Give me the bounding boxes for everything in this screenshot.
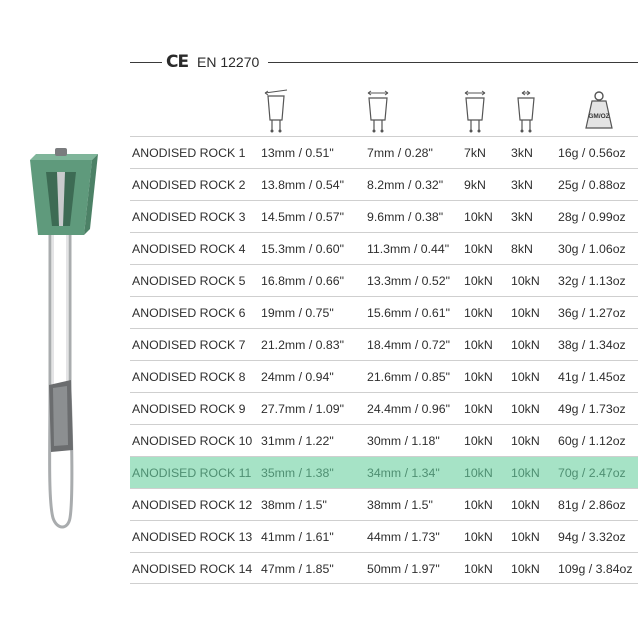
cert-rule-left [130,62,162,63]
depth-cell: 24mm / 0.94" [261,370,334,384]
weight-cell: 38g / 1.34oz [558,338,626,352]
strength-secondary-cell: 10kN [511,370,540,384]
strength-secondary-cell: 10kN [511,466,540,480]
strength-main-cell: 10kN [464,530,493,544]
depth-cell: 35mm / 1.38" [261,466,334,480]
weight-cell: 81g / 2.86oz [558,498,626,512]
table-row [130,360,638,392]
table-row [130,456,638,488]
depth-cell: 13.8mm / 0.54" [261,178,344,192]
strength-main-cell: 10kN [464,402,493,416]
width-cell: 21.6mm / 0.85" [367,370,450,384]
strength-main-cell: 10kN [464,306,493,320]
model-name-cell: ANODISED ROCK 3 [132,210,246,224]
table-row [130,200,638,232]
weight-cell: 28g / 0.99oz [558,210,626,224]
strength-main-cell: 7kN [464,146,486,160]
table-row [130,168,638,200]
depth-cell: 31mm / 1.22" [261,434,334,448]
depth-cell: 47mm / 1.85" [261,562,334,576]
strength-secondary-cell: 3kN [511,210,533,224]
depth-cell: 16.8mm / 0.66" [261,274,344,288]
strength-main-cell: 10kN [464,562,493,576]
strength-main-cell: 10kN [464,466,493,480]
depth-icon [262,88,290,136]
table-row [130,392,638,424]
depth-cell: 38mm / 1.5" [261,498,327,512]
strength-secondary-cell: 8kN [511,242,533,256]
table-row [130,552,638,584]
model-name-cell: ANODISED ROCK 10 [132,434,253,448]
model-name-cell: ANODISED ROCK 1 [132,146,246,160]
strength-main-cell: 9kN [464,178,486,192]
strength-secondary-cell: 10kN [511,498,540,512]
width-cell: 11.3mm / 0.44" [367,242,450,256]
weight-cell: 70g / 2.47oz [558,466,626,480]
width-icon [364,88,392,136]
strength-secondary-cell: 10kN [511,274,540,288]
model-name-cell: ANODISED ROCK 5 [132,274,246,288]
strength-secondary-cell: 10kN [511,530,540,544]
weight-cell: 36g / 1.27oz [558,306,626,320]
model-name-cell: ANODISED ROCK 2 [132,178,246,192]
svg-text:GM/OZ: GM/OZ [588,113,610,120]
weight-cell: 16g / 0.56oz [558,146,626,160]
table-row [130,328,638,360]
anodised-rock-nut-image [20,140,120,540]
model-name-cell: ANODISED ROCK 9 [132,402,246,416]
model-name-cell: ANODISED ROCK 8 [132,370,246,384]
strength-secondary-cell: 10kN [511,338,540,352]
width-cell: 34mm / 1.34" [367,466,440,480]
model-name-cell: ANODISED ROCK 13 [132,530,253,544]
model-name-cell: ANODISED ROCK 14 [132,562,253,576]
depth-cell: 27.7mm / 1.09" [261,402,344,416]
strength-secondary-cell: 10kN [511,562,540,576]
depth-cell: 41mm / 1.61" [261,530,334,544]
table-row [130,136,638,168]
depth-cell: 13mm / 0.51" [261,146,334,160]
strength-secondary-cell: 3kN [511,146,533,160]
width-cell: 9.6mm / 0.38" [367,210,444,224]
model-name-cell: ANODISED ROCK 12 [132,498,253,512]
depth-cell: 21.2mm / 0.83" [261,338,344,352]
weight-cell: 41g / 1.45oz [558,370,626,384]
depth-cell: 14.5mm / 0.57" [261,210,344,224]
strength-main-cell: 10kN [464,498,493,512]
depth-cell: 15.3mm / 0.60" [261,242,344,256]
model-name-cell: ANODISED ROCK 6 [132,306,246,320]
strength-secondary-icon [512,88,540,136]
weight-cell: 109g / 3.84oz [558,562,633,576]
width-cell: 13.3mm / 0.52" [367,274,450,288]
width-cell: 30mm / 1.18" [367,434,440,448]
table-row [130,232,638,264]
strength-main-cell: 10kN [464,338,493,352]
cert-rule-right [268,62,638,63]
width-cell: 24.4mm / 0.96" [367,402,450,416]
strength-main-cell: 10kN [464,274,493,288]
width-cell: 18.4mm / 0.72" [367,338,450,352]
width-cell: 50mm / 1.97" [367,562,440,576]
weight-cell: 60g / 1.12oz [558,434,626,448]
weight-cell: 32g / 1.13oz [558,274,626,288]
strength-main-cell: 10kN [464,370,493,384]
width-cell: 15.6mm / 0.61" [367,306,450,320]
weight-cell: 94g / 3.32oz [558,530,626,544]
width-cell: 7mm / 0.28" [367,146,433,160]
standard-label: EN 12270 [197,54,260,70]
strength-secondary-cell: 10kN [511,306,540,320]
table-row [130,488,638,520]
ce-mark: CE [166,52,189,72]
model-name-cell: ANODISED ROCK 11 [132,466,252,480]
strength-main-cell: 10kN [464,210,493,224]
depth-cell: 19mm / 0.75" [261,306,334,320]
strength-main-icon [461,88,489,136]
specs-table [130,136,638,584]
table-row [130,520,638,552]
width-cell: 8.2mm / 0.32" [367,178,444,192]
weight-cell: 30g / 1.06oz [558,242,626,256]
strength-main-cell: 10kN [464,434,493,448]
model-name-cell: ANODISED ROCK 4 [132,242,246,256]
strength-secondary-cell: 10kN [511,402,540,416]
weight-cell: 49g / 1.73oz [558,402,626,416]
table-row [130,264,638,296]
model-name-cell: ANODISED ROCK 7 [132,338,246,352]
width-cell: 38mm / 1.5" [367,498,433,512]
weight-cell: 25g / 0.88oz [558,178,626,192]
weight-icon [584,88,614,136]
strength-secondary-cell: 10kN [511,434,540,448]
strength-secondary-cell: 3kN [511,178,533,192]
width-cell: 44mm / 1.73" [367,530,440,544]
table-row [130,424,638,456]
strength-main-cell: 10kN [464,242,493,256]
table-row [130,296,638,328]
